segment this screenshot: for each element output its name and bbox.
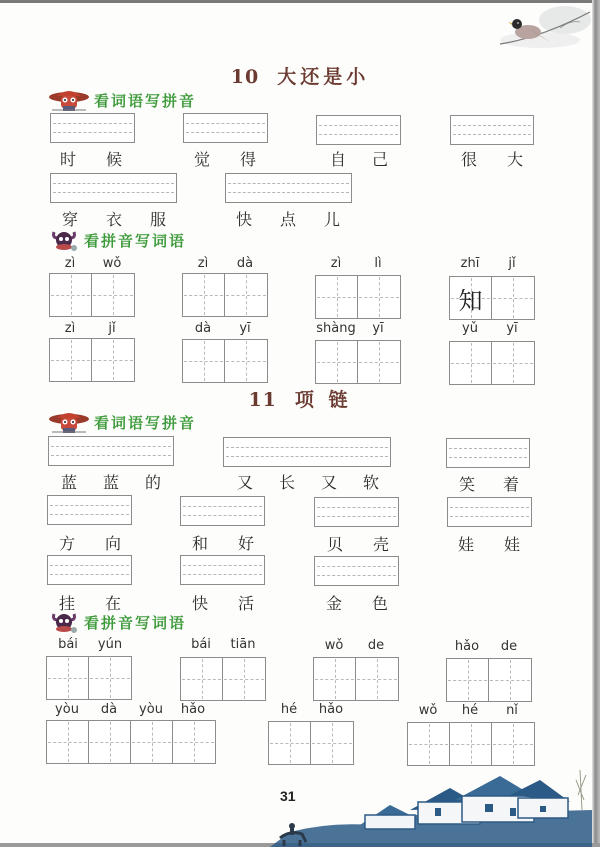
mascot-icon xyxy=(48,610,80,634)
word-prompt: 金 色 xyxy=(326,594,388,613)
character-grid xyxy=(46,656,132,700)
character-grid xyxy=(49,338,135,382)
section-header-label: 看拼音写词语 xyxy=(84,613,187,632)
character-cell[interactable] xyxy=(225,274,267,316)
character-cell[interactable] xyxy=(92,274,134,316)
pinyin-answer-box[interactable] xyxy=(183,113,268,143)
character-grid xyxy=(315,340,401,384)
character-grid xyxy=(182,339,268,383)
page-number: 31 xyxy=(280,788,296,804)
pinyin-answer-box[interactable] xyxy=(50,113,135,143)
lesson-10-title xyxy=(0,62,600,89)
character-cell[interactable] xyxy=(89,721,131,763)
pinyin-answer-box[interactable] xyxy=(316,115,401,145)
village-landscape-illustration xyxy=(270,770,592,847)
pinyin-prompt: bái yún xyxy=(58,637,123,652)
pinyin-answer-box[interactable] xyxy=(446,438,530,468)
character-cell[interactable] xyxy=(47,657,89,699)
character-cell[interactable] xyxy=(492,342,534,384)
word-prompt: 挂 在 xyxy=(59,594,121,613)
character-cell[interactable] xyxy=(183,340,225,382)
pinyin-prompt: hǎo de xyxy=(454,639,518,654)
character-grid xyxy=(182,273,268,317)
pinyin-prompt: dà yī xyxy=(194,321,251,336)
character-grid xyxy=(449,341,535,385)
lesson-number: 10 xyxy=(230,66,260,88)
character-cell[interactable] xyxy=(173,721,215,763)
character-cell[interactable] xyxy=(183,274,225,316)
character-grid xyxy=(449,276,535,320)
section-header-write-pinyin xyxy=(48,88,196,112)
character-grid xyxy=(180,657,266,701)
character-cell[interactable] xyxy=(358,341,400,383)
pinyin-prompt: zì jǐ xyxy=(64,321,116,336)
word-prompt: 又 长 又 软 xyxy=(237,473,379,492)
character-cell[interactable] xyxy=(89,657,131,699)
section-header-write-pinyin xyxy=(48,410,196,434)
mascot-icon xyxy=(48,410,90,434)
section-header-label: 看拼音写词语 xyxy=(84,231,187,250)
character-cell[interactable] xyxy=(492,723,534,765)
word-prompt: 穿 衣 服 xyxy=(62,210,166,229)
character-cell[interactable] xyxy=(450,342,492,384)
pinyin-answer-box[interactable] xyxy=(180,555,265,585)
character-cell[interactable] xyxy=(50,339,92,381)
character-cell[interactable] xyxy=(447,659,489,701)
word-prompt: 和 好 xyxy=(192,534,254,553)
character-grid xyxy=(46,720,216,764)
pinyin-prompt: bái tiān xyxy=(191,637,256,652)
pinyin-prompt: zì lì xyxy=(330,256,382,271)
character-cell[interactable] xyxy=(316,276,358,318)
pinyin-answer-box[interactable] xyxy=(225,173,352,203)
pinyin-answer-box[interactable] xyxy=(314,556,399,586)
word-prompt: 贝 壳 xyxy=(327,535,389,554)
character-cell[interactable] xyxy=(356,658,398,700)
pinyin-prompt: hé hǎo xyxy=(280,702,344,717)
character-cell[interactable] xyxy=(489,659,531,701)
character-cell[interactable] xyxy=(450,723,492,765)
pinyin-answer-box[interactable] xyxy=(450,115,534,145)
character-cell[interactable] xyxy=(47,721,89,763)
character-cell[interactable] xyxy=(269,722,311,764)
word-prompt: 时 候 xyxy=(60,150,122,169)
lesson-11-title xyxy=(0,385,600,412)
word-prompt: 蓝 蓝 的 xyxy=(61,473,161,492)
character-cell[interactable] xyxy=(408,723,450,765)
character-cell[interactable] xyxy=(450,277,492,319)
character-grid xyxy=(315,275,401,319)
pinyin-prompt: zì wǒ xyxy=(64,256,122,271)
example-character: 知 xyxy=(458,286,483,315)
character-cell[interactable] xyxy=(314,658,356,700)
character-grid xyxy=(313,657,399,701)
lesson-name: 项 链 xyxy=(294,389,352,411)
pinyin-prompt: yòu dà yòu hǎo xyxy=(55,702,206,717)
character-cell[interactable] xyxy=(131,721,173,763)
character-cell[interactable] xyxy=(316,341,358,383)
character-cell[interactable] xyxy=(492,277,534,319)
pinyin-answer-box[interactable] xyxy=(447,497,532,527)
word-prompt: 自 己 xyxy=(330,150,388,169)
section-header-label: 看词语写拼音 xyxy=(94,91,197,110)
word-prompt: 方 向 xyxy=(59,534,121,553)
word-prompt: 觉 得 xyxy=(194,150,256,169)
pinyin-answer-box[interactable] xyxy=(223,437,391,467)
pinyin-prompt: yǔ yī xyxy=(462,321,518,336)
character-cell[interactable] xyxy=(311,722,353,764)
lesson-name: 大还是小 xyxy=(277,66,370,88)
character-cell[interactable] xyxy=(223,658,265,700)
character-cell[interactable] xyxy=(92,339,134,381)
pinyin-answer-box[interactable] xyxy=(180,496,265,526)
character-grid xyxy=(49,273,135,317)
pinyin-prompt: wǒ de xyxy=(324,638,385,653)
word-prompt: 快 点 儿 xyxy=(236,210,340,229)
lesson-number: 11 xyxy=(248,389,277,411)
pinyin-prompt: shàng yī xyxy=(316,321,384,336)
pinyin-answer-box[interactable] xyxy=(48,436,174,466)
section-header-write-words xyxy=(48,228,186,252)
character-cell[interactable] xyxy=(358,276,400,318)
pinyin-prompt: zhī jǐ xyxy=(460,256,516,271)
mascot-icon xyxy=(48,228,80,252)
pinyin-answer-box[interactable] xyxy=(314,497,399,527)
character-grid xyxy=(268,721,354,765)
section-header-label: 看词语写拼音 xyxy=(94,413,197,432)
pinyin-prompt: wǒ hé nǐ xyxy=(418,703,518,718)
pinyin-prompt: zì dà xyxy=(197,256,254,271)
character-cell[interactable] xyxy=(225,340,267,382)
bird-branch-illustration xyxy=(470,0,592,58)
word-prompt: 很 大 xyxy=(461,150,523,169)
pinyin-answer-box[interactable] xyxy=(50,173,177,203)
character-cell[interactable] xyxy=(50,274,92,316)
page-edge-right xyxy=(592,0,600,847)
mascot-icon xyxy=(48,88,90,112)
character-grid xyxy=(446,658,532,702)
pinyin-answer-box[interactable] xyxy=(47,495,132,525)
word-prompt: 快 活 xyxy=(192,594,254,613)
pinyin-answer-box[interactable] xyxy=(47,555,132,585)
character-cell[interactable] xyxy=(181,658,223,700)
character-grid xyxy=(407,722,535,766)
word-prompt: 笑 着 xyxy=(459,475,519,494)
word-prompt: 娃 娃 xyxy=(458,535,520,554)
section-header-write-words xyxy=(48,610,186,634)
